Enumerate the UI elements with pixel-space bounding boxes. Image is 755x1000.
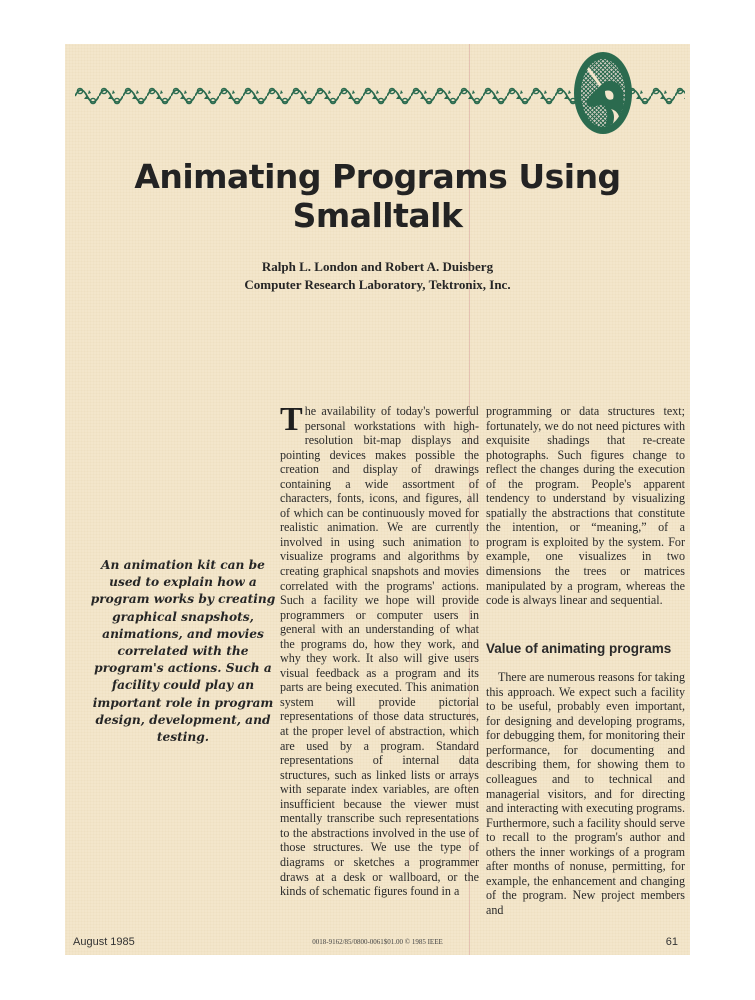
footer-date: August 1985 [73, 936, 135, 948]
section-heading: Value of animating programs [486, 640, 672, 656]
body-column-1 [280, 401, 479, 899]
unicorn-medallion-icon [574, 52, 632, 134]
drop-cap: T [280, 401, 303, 438]
body-text-col2: programming or data structures text; fortunately, we do not need pictures with exquisite shadings that re-create photographs. Such figures change to reflect the changes during the execution of the program. People's apparent tendency to understand by visualizing spatially the abstractions that constitute the intention, or “meaning,” of a program is exploited by the system. For example, one visualizes in two dimensions the trees or matrices manipulated by a program, whereas the code is always linear and sequential. [486, 404, 685, 608]
article-title: Animating Programs Using Smalltalk [134, 157, 621, 235]
journal-page [65, 44, 690, 955]
section-body-text: There are numerous reasons for taking this approach. We expect such a facility to be useful, probably even important, for designing and developing programs, for debugging them, for monitoring their performance, for documenting and describing them, for showing them to colleagues and to technical and managerial visitors, and for directing and interacting with executing programs. Furthermore, such a facility should serve to recall to the program's author and others the inner workings of a program after months of nonuse, permitting, for example, the enhancement and changing of the program. New project members and [486, 670, 685, 917]
article-byline [65, 258, 690, 294]
footer-copyright-code: 0018-9162/85/0800-0061$01.00 © 1985 IEEE [312, 938, 443, 946]
footer-page-number: 61 [665, 936, 678, 948]
pull-quote: An animation kit can be used to explain how a program works by creating graphical snapshots, animations, and movies correlated with the program's actions. Such a facility could play an important role in program design, development, and testing. [90, 558, 276, 745]
author-affiliation: Computer Research Laboratory, Tektronix, Inc. [244, 277, 511, 292]
author-names: Ralph L. London and Robert A. Duisberg [261, 259, 494, 274]
body-text-col1: he availability of today's powerful personal workstations with high-resolution bit-map displays and pointing devices makes possible the creation and display of drawings containing a wide assortment of characters, fonts, icons, and figures, all of which can be continuously moved for realistic animation. We are currently involved in using such animation to visualize programs and algorithms by creating graphical snapshots and movies correlated with the programs' actions. Such a facility we hope will provide programmers or computer users in general with an understanding of what the programs do, how they work, and why they work. It also will give users visual feedback as a program and its parts are being executed. This animation system will provide pictorial representations of those data structures, at the proper level of abstraction, which are used by a program. Standard representations of internal data structures, such as linked lists or arrays with separate index variables, are often insufficient because the viewer must mentally transcribe such representations to the abstractions involved in the use of those structures. We use the type of diagrams or sketches a programmer draws at a desk or wallboard, or the kinds of schematic figures found in a [280, 404, 479, 899]
body-column-2 [486, 404, 685, 918]
